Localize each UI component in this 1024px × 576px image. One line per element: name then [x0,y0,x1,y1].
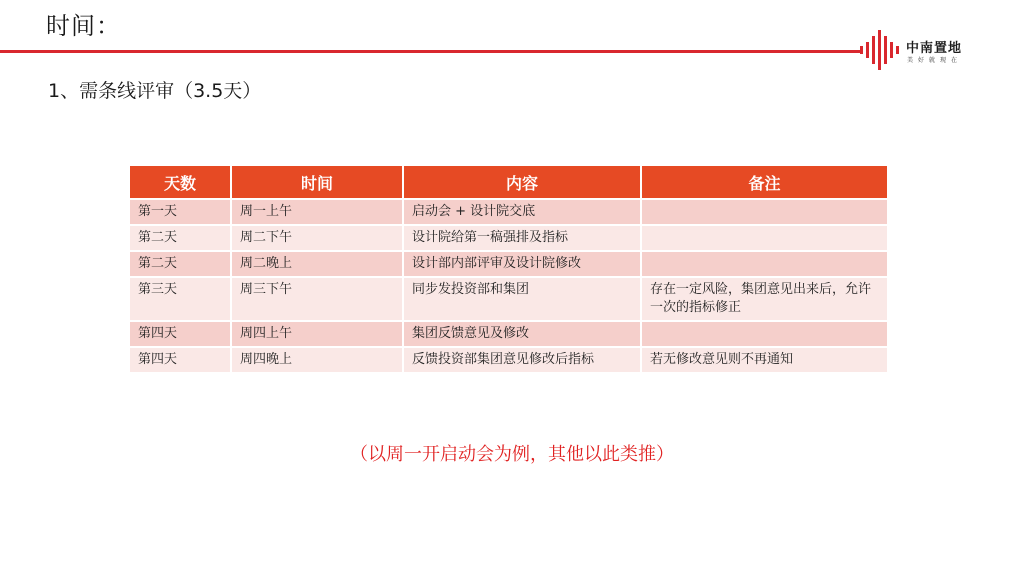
table-row [130,200,887,226]
cell-day: 第四天 [130,322,232,348]
cell-remark [642,252,887,278]
section-subtitle: 1、需条线评审（3.5天） [48,80,262,102]
cell-content: 反馈投资部集团意见修改后指标 [404,348,642,374]
sound-wave-icon [858,30,902,70]
table-row [130,278,887,322]
cell-content: 设计部内部评审及设计院修改 [404,252,642,278]
cell-remark: 若无修改意见则不再通知 [642,348,887,374]
cell-day: 第二天 [130,252,232,278]
cell-time: 周四晚上 [232,348,404,374]
schedule-table [130,166,887,374]
header-time: 时间 [232,166,404,200]
logo-tagline: 美好就现在 [907,57,963,64]
cell-remark [642,322,887,348]
cell-time: 周二晚上 [232,252,404,278]
cell-time: 周一上午 [232,200,404,226]
cell-time: 周四上午 [232,322,404,348]
table-header-row [130,166,887,200]
cell-time: 周二下午 [232,226,404,252]
footnote: （以周一开启动会为例，其他以此类推） [350,444,674,465]
table-row [130,252,887,278]
table-row [130,322,887,348]
header-remarks: 备注 [642,166,887,200]
table-row [130,348,887,374]
cell-day: 第四天 [130,348,232,374]
cell-time: 周三下午 [232,278,404,322]
table-row [130,226,887,252]
cell-day: 第二天 [130,226,232,252]
cell-content: 同步发投资部和集团 [404,278,642,322]
cell-content: 集团反馈意见及修改 [404,322,642,348]
logo-name: 中南置地 [906,41,963,56]
header-days: 天数 [130,166,232,200]
cell-content: 启动会 + 设计院交底 [404,200,642,226]
cell-day: 第一天 [130,200,232,226]
header-divider [0,50,860,53]
cell-remark: 存在一定风险，集团意见出来后，允许一次的指标修正 [642,278,887,322]
cell-remark [642,200,887,226]
cell-content: 设计院给第一稿强排及指标 [404,226,642,252]
header-content: 内容 [404,166,642,200]
cell-remark [642,226,887,252]
company-logo [858,30,1018,70]
cell-day: 第三天 [130,278,232,322]
page-title: 时间： [46,12,121,40]
